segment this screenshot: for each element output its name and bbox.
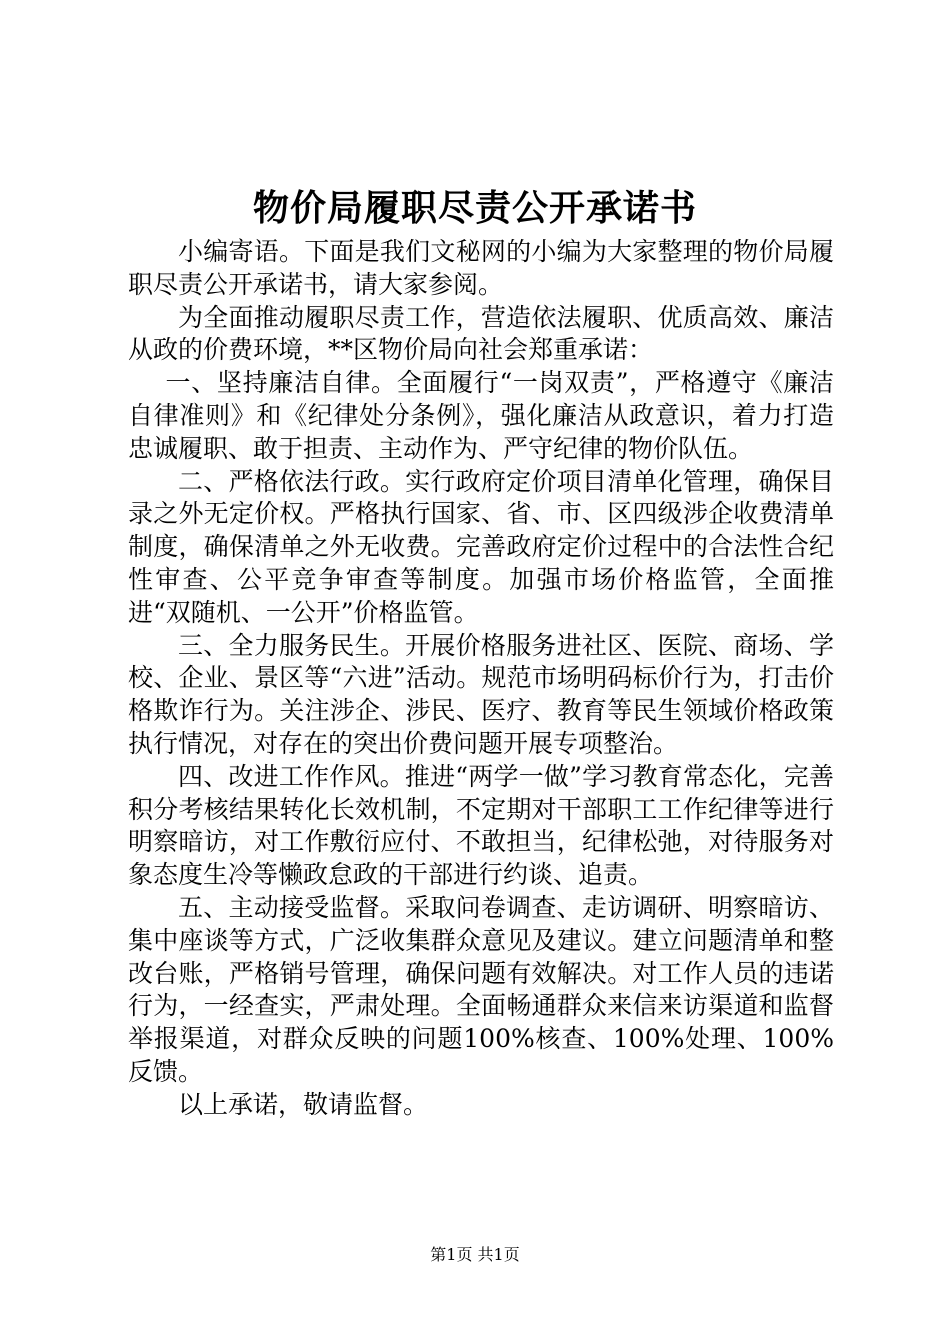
paragraph-item-2: 二、严格依法行政。实行政府定价项目清单化管理，确保目录之外无定价权。严格执行国家、省、市、区四级涉企收费清单制度，确保清单之外无收费。完善政府定价过程中的合法性合纪性审查、公平竞争审查等制度。加强市场价格监管，全面推进“双随机、一公开”价格监管。 [128, 466, 834, 627]
paragraph-item-5: 五、主动接受监督。采取问卷调查、走访调研、明察暗访、集中座谈等方式，广泛收集群众意见及建议。建立问题清单和整改台账，严格销号管理，确保问题有效解决。对工作人员的违诺行为，一经查实，严肃处理。全面畅通群众来信来访渠道和监督举报渠道，对群众反映的问题100%核查、100%处理、100%反馈。 [128, 892, 834, 1086]
paragraph-item-3: 三、全力服务民生。开展价格服务进社区、医院、商场、学校、企业、景区等“六进”活动。规范市场明码标价行为，打击价格欺诈行为。关注涉企、涉民、医疗、教育等民生领域价格政策执行情况，对存在的突出价费问题开展专项整治。 [128, 630, 834, 758]
document-body [128, 236, 834, 1122]
document-title: 物价局履职尽责公开承诺书 [252, 187, 697, 229]
paragraph-closing: 以上承诺，敬请监督。 [178, 1089, 429, 1119]
paragraph-item-4: 四、改进工作作风。推进“两学一做”学习教育常态化，完善积分考核结果转化长效机制，不定期对干部职工工作纪律等进行明察暗访，对工作敷衍应付、不敢担当，纪律松弛，对待服务对象态度生冷等懒政怠政的干部进行约谈、追责。 [128, 761, 834, 890]
page-footer: 第1页 共1页 [430, 1245, 520, 1264]
paragraph-intro: 小编寄语。下面是我们文秘网的小编为大家整理的物价局履职尽责公开承诺书，请大家参阅。 [128, 237, 834, 299]
paragraph-item-1: 一、坚持廉洁自律。全面履行“一岗双责”，严格遵守《廉洁自律准则》和《纪律处分条例》，强化廉洁从政意识，着力打造忠诚履职、敢于担责、主动作为、严守纪律的物价队伍。 [128, 368, 834, 463]
paragraph-preamble: 为全面推动履职尽责工作，营造依法履职、优质高效、廉洁从政的价费环境，**区物价局向社会郑重承诺： [128, 302, 834, 365]
